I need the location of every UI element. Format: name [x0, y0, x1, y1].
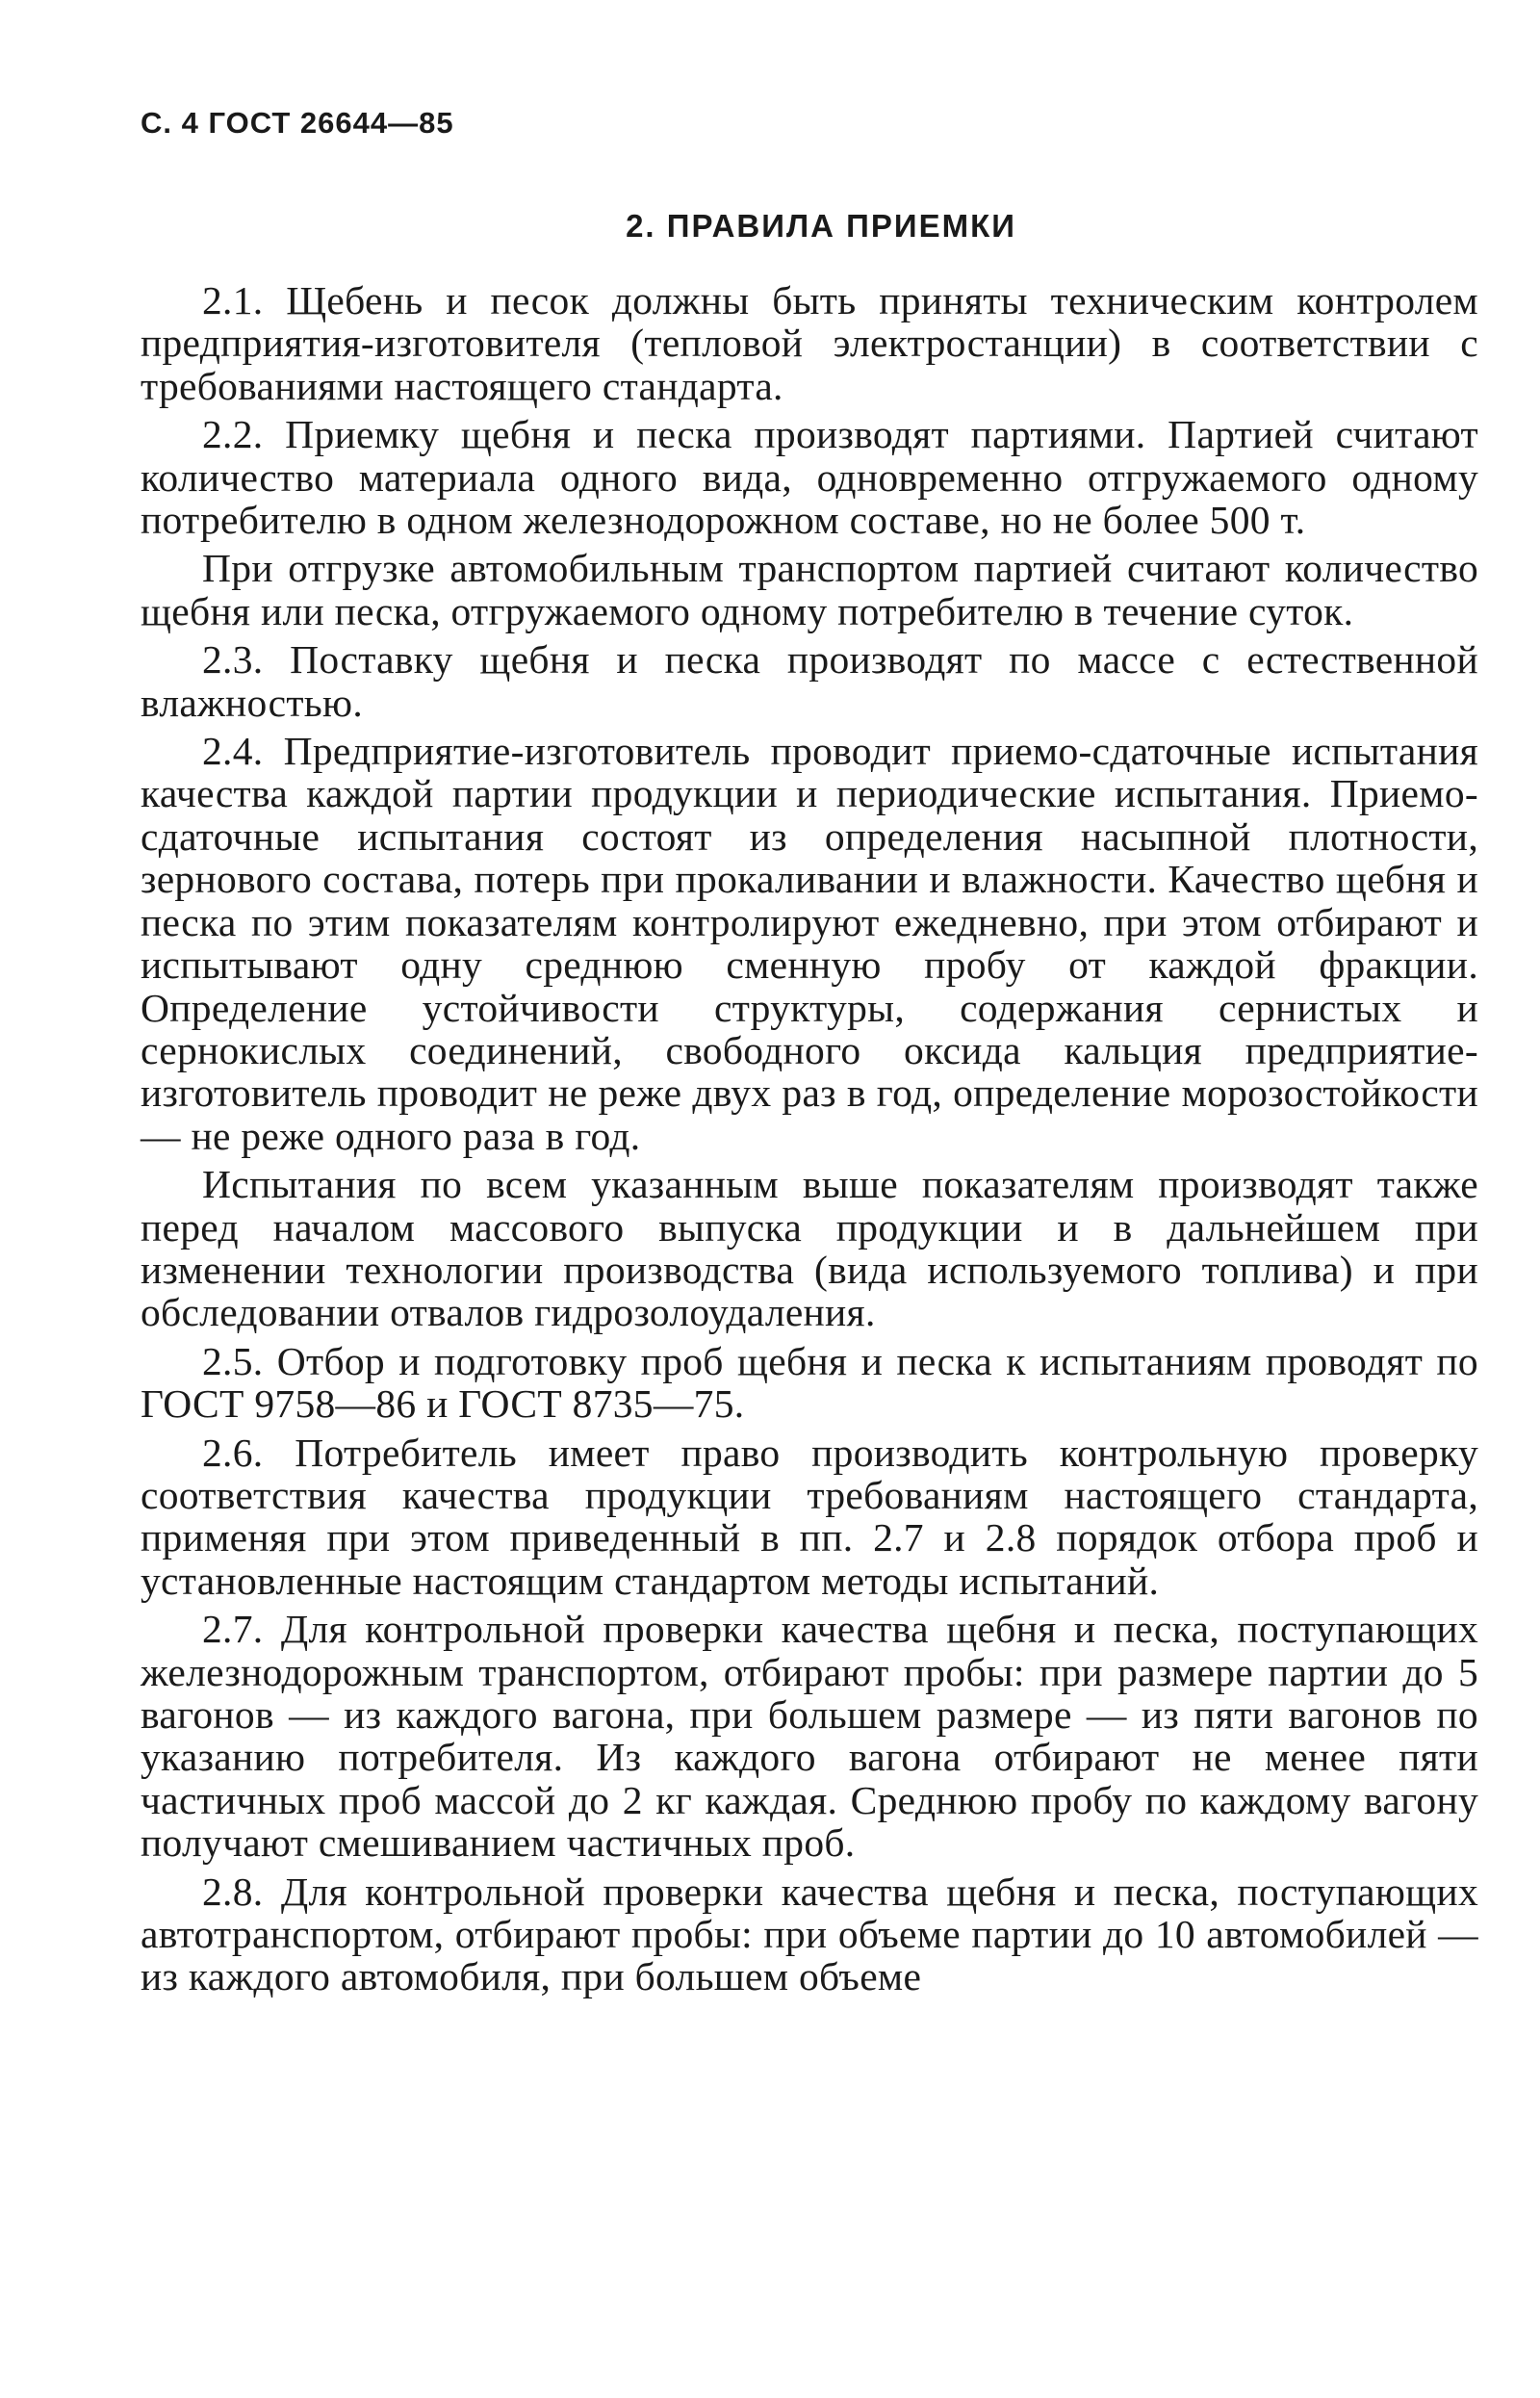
paragraph-2-2: 2.2. Приемку щебня и песка производят партиями. Партией считают количество материала одного вида, одновременно отгружаемого одному потребителю в одном железнодорожном составе, но не более 500 т.: [141, 412, 1478, 543]
paragraph-2-4-continued: Испытания по всем указанным выше показателям производят также перед началом массового выпуска продукции и в дальнейшем при изменении технологии производства (вида используемого топлива) и при обследовании отвалов гидрозолоудаления.: [141, 1162, 1478, 1335]
running-head: С. 4 ГОСТ 26644—85: [141, 106, 454, 140]
paragraph-2-4: 2.4. Предприятие-изготовитель проводит приемо-сдаточные испытания качества каждой партии продукции и периодические испытания. Приемо-сдаточные испытания состоят из определения насыпной плотности, зернового состава, потерь при прокаливании и влажности. Качество щебня и песка по этим показателям контролируют ежедневно, при этом отбирают и испытывают одну среднюю сменную пробу от каждой фракции. Определение устойчивости структуры, содержания сернистых и сернокислых соединений, свободного оксида кальция предприятие-изготовитель проводит не реже двух раз в год, определение морозостойкости — не реже одного раза в год.: [141, 729, 1478, 1158]
paragraph-2-3: 2.3. Поставку щебня и песка производят по массе с естественной влажностью.: [141, 637, 1478, 725]
paragraph-2-5: 2.5. Отбор и подготовку проб щебня и песка к испытаниям проводят по ГОСТ 9758—86 и ГОСТ 8735—75.: [141, 1338, 1478, 1427]
section-body: [141, 279, 1478, 1998]
paragraph-2-6: 2.6. Потребитель имеет право производить контрольную проверку соответствия качества продукции требованиям настоящего стандарта, применяя при этом приведенный в пп. 2.7 и 2.8 порядок отбора проб и установленные настоящим стандартом методы испытаний.: [141, 1430, 1478, 1603]
paragraph-2-7: 2.7. Для контрольной проверки качества щебня и песка, поступающих железнодорожным транспортом, отбирают пробы: при размере партии до 5 вагонов — из каждого вагона, при большем размере — из пяти вагонов по указанию потребителя. Из каждого вагона отбирают не менее пяти частичных проб массой до 2 кг каждая. Среднюю пробу по каждому вагону получают смешиванием частичных проб.: [141, 1607, 1478, 1866]
section-title: 2. ПРАВИЛА ПРИЕМКИ: [626, 208, 1016, 244]
paragraph-2-8: 2.8. Для контрольной проверки качества щебня и песка, поступающих автотранспортом, отбирают пробы: при объеме партии до 10 автомобилей — из каждого автомобиля, при большем объеме: [141, 1869, 1478, 1999]
paragraph-2-2-continued: При отгрузке автомобильным транспортом партией считают количество щебня или песка, отгружаемого одному потребителю в течение суток.: [141, 546, 1478, 633]
paragraph-2-1: 2.1. Щебень и песок должны быть приняты техническим контролем предприятия-изготовителя (тепловой электростанции) в соответствии с требованиями настоящего стандарта.: [141, 278, 1478, 408]
